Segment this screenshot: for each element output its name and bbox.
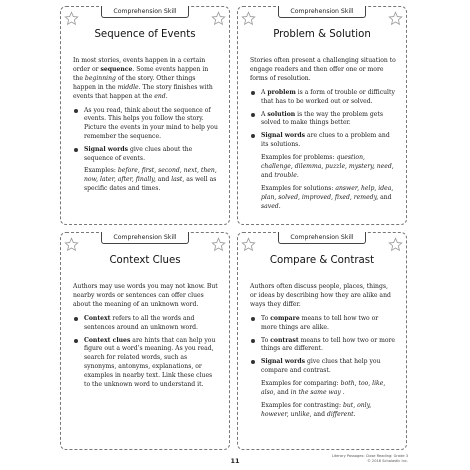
intro-paragraph: Stories often present a challenging situation to engage readers and then offer one or more forms of resolution. xyxy=(250,57,396,82)
bullet-text: As you read, think about the sequence of events. This helps you follow the story. Picture the events in your mind to help you remember the sequence. xyxy=(84,106,218,141)
bullet-term: compare xyxy=(270,314,300,322)
list-item xyxy=(73,107,219,143)
bullet-list xyxy=(73,315,219,390)
text-run: . xyxy=(353,410,356,418)
credits xyxy=(332,454,408,464)
bullet-term: Signal words xyxy=(84,146,129,154)
list-item xyxy=(250,111,396,129)
bullet-list xyxy=(250,315,396,376)
bullet-term: Context clues xyxy=(84,336,131,344)
text-run: as well as specific dates and times. xyxy=(84,175,217,192)
bullet-prefix: A xyxy=(261,110,268,118)
star-icon xyxy=(64,11,79,26)
comprehension-skill-tab: Comprehension Skill xyxy=(101,6,189,18)
comprehension-skill-tab: Comprehension Skill xyxy=(278,232,366,244)
text-run: . xyxy=(296,171,299,179)
star-icon xyxy=(211,11,226,26)
bullet-icon xyxy=(251,134,255,138)
examples-paragraph xyxy=(84,167,219,194)
bullet-text: means to tell how two or more things are different. xyxy=(261,336,396,353)
bullet-icon xyxy=(74,317,78,321)
bullet-term: Signal words xyxy=(261,358,306,366)
bullet-text: give clues about the sequence of events. xyxy=(84,146,193,163)
list-item xyxy=(250,132,396,150)
card-compare-and-contrast xyxy=(237,232,407,450)
text-run: Examples for contrasting: xyxy=(261,401,343,409)
bullet-icon xyxy=(251,91,255,95)
page-number: 11 xyxy=(230,457,240,465)
star-icon xyxy=(241,11,256,26)
star-icon xyxy=(388,11,403,26)
bullet-prefix: A xyxy=(261,88,268,96)
card-body xyxy=(73,57,219,198)
bullet-text: is a form of trouble or difficulty that has to be worked out or solved. xyxy=(261,88,395,105)
comprehension-skill-tab: Comprehension Skill xyxy=(278,6,366,18)
bullet-term: contrast xyxy=(270,336,299,344)
examples-contrasting xyxy=(250,402,396,420)
bullet-list xyxy=(73,107,219,194)
text-run: Examples for problems: xyxy=(261,154,337,162)
italic-term: in the same way xyxy=(290,389,341,397)
text-run: and xyxy=(275,389,291,397)
text-run: Examples for solutions: xyxy=(261,184,336,192)
italic-term: trouble xyxy=(274,171,297,179)
examples-solutions xyxy=(250,185,396,212)
intro-paragraph xyxy=(73,57,219,102)
list-item xyxy=(250,315,396,333)
card-title: Sequence of Events xyxy=(94,29,196,40)
bullet-icon xyxy=(74,109,78,113)
bullet-text: means to tell how two or more things are alike. xyxy=(261,314,379,331)
bullet-term: solution xyxy=(267,110,296,118)
italic-term: middle xyxy=(117,83,139,91)
italic-term: but, only, however, unlike, xyxy=(261,401,372,418)
italic-term: last, xyxy=(171,175,185,183)
italic-term: end xyxy=(154,92,166,100)
text-run: Examples for comparing: xyxy=(261,380,341,388)
list-item xyxy=(250,358,396,376)
card-body xyxy=(250,57,396,216)
bullet-list xyxy=(250,89,396,150)
italic-term: before, first, second, next, then, now, later, after, finally, xyxy=(84,166,217,183)
intro-paragraph: Authors often discuss people, places, things, or ideas by describing how they are alike and ways they differ. xyxy=(250,283,391,308)
text-run: . xyxy=(165,92,168,100)
card-problem-and-solution xyxy=(237,6,407,225)
bullet-text: are clues to a problem and its solutions. xyxy=(261,132,390,149)
credit-line: © 2016 Scholastic Inc. xyxy=(367,459,408,463)
italic-term: answer, help, idea, plan, solved, improved, fixed, remedy, xyxy=(261,184,394,201)
italic-term: question, challenge, dilemma, puzzle, mystery, need, xyxy=(261,154,394,171)
list-item xyxy=(73,315,219,333)
bullet-icon xyxy=(74,148,78,152)
bullet-term: problem xyxy=(267,88,296,96)
credit-line: Literary Passages: Close Reading: Grade 3 xyxy=(331,454,408,458)
text-run: . xyxy=(278,202,281,210)
bullet-term: Context xyxy=(84,314,111,322)
text-run: and xyxy=(261,171,275,179)
bullet-prefix: To xyxy=(261,314,271,322)
bullet-icon xyxy=(251,339,255,343)
card-body xyxy=(73,283,219,394)
italic-term: different xyxy=(326,410,354,418)
italic-term: saved xyxy=(261,202,279,210)
star-icon xyxy=(211,237,226,252)
bullet-term: Signal words xyxy=(261,132,306,140)
text-run: . The story finishes with events that happen at the xyxy=(73,83,213,100)
text-run: and xyxy=(311,410,327,418)
text-run: Examples: xyxy=(84,166,118,174)
bullet-text: are hints that can help you figure out a word’s meaning. As you read, search for related words, such as synonyms, antonyms, explanations, or examples in nearby text. Link these clues to the unknown word to understand it. xyxy=(84,336,216,389)
bullet-prefix: To xyxy=(261,336,271,344)
text-run: . xyxy=(340,389,345,397)
examples-problems xyxy=(250,154,396,181)
card-title: Compare & Contrast xyxy=(269,255,375,266)
bullet-icon xyxy=(74,339,78,343)
bullet-text: is the way the problem gets solved to make things better. xyxy=(261,110,383,127)
examples-comparing xyxy=(250,380,396,398)
bullet-icon xyxy=(251,317,255,321)
text-run: In most stories, events happen in a certain order or xyxy=(73,57,206,73)
card-sequence-of-events xyxy=(60,6,230,225)
italic-term: beginning xyxy=(84,74,116,82)
card-context-clues xyxy=(60,232,230,450)
list-item xyxy=(73,337,219,390)
text-run: and xyxy=(378,193,392,201)
comprehension-skill-tab: Comprehension Skill xyxy=(101,232,189,244)
card-title: Problem & Solution xyxy=(273,29,371,40)
card-body xyxy=(250,283,396,424)
bullet-text: refers to all the words and sentences around an unknown word. xyxy=(84,314,198,331)
bullet-text: give clues that help you compare and contrast. xyxy=(261,358,381,375)
star-icon xyxy=(64,237,79,252)
list-item xyxy=(250,89,396,107)
star-icon xyxy=(388,237,403,252)
list-item xyxy=(250,337,396,355)
text-run: . Some events happen in the xyxy=(73,65,209,82)
intro-paragraph: Authors may use words you may not know. But nearby words or sentences can offer clues about the meaning of an unknown word. xyxy=(73,283,218,308)
card-title: Context Clues xyxy=(109,255,181,266)
bold-term: sequence xyxy=(100,65,133,73)
italic-term: both, too, like, also, xyxy=(261,380,386,397)
text-run: and xyxy=(155,175,172,183)
bullet-icon xyxy=(251,113,255,117)
text-run: of the story. Other things happen in the xyxy=(73,74,196,91)
list-item xyxy=(73,146,219,194)
star-icon xyxy=(241,237,256,252)
bullet-icon xyxy=(251,360,255,364)
